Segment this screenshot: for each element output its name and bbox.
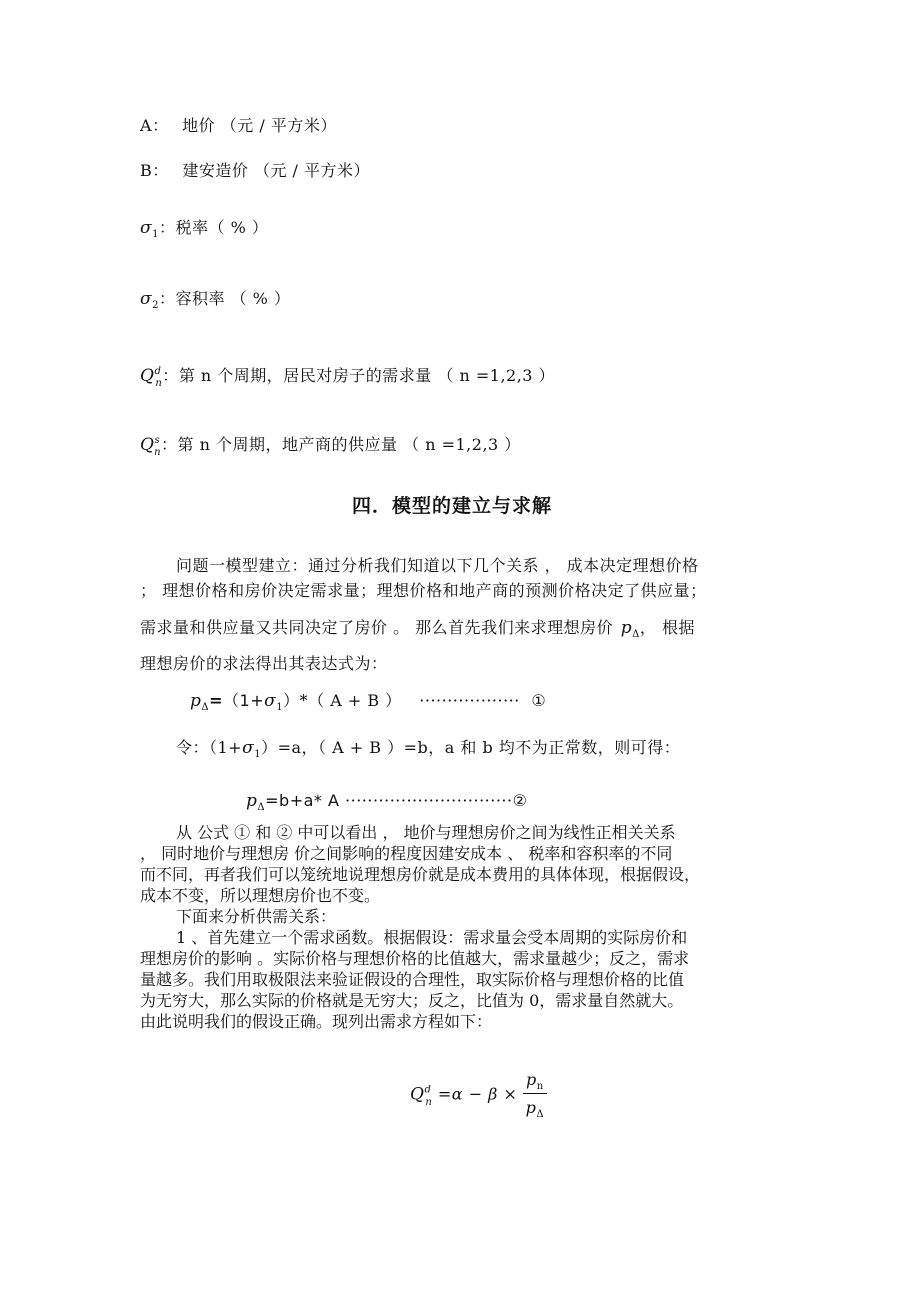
equation-number-1: ① xyxy=(531,691,547,710)
var-desc: 地价 （元 / 平方米） xyxy=(182,116,337,135)
var-desc: 第 n 个周期，居民对房子的需求量 （ n =1,2,3 ） xyxy=(178,366,556,385)
paragraph-supply-demand-intro: 下面来分析供需关系： xyxy=(176,907,337,926)
var-desc: 税率（ % ） xyxy=(175,218,269,237)
formula-1: $p_\Delta=(1+\sigma_1)*$（ A + B ） ·················· ① xyxy=(190,691,547,713)
var-subscript: 2 xyxy=(152,300,159,311)
variable-def-a: A： 地价 （元 / 平方米） xyxy=(140,116,337,135)
intro-line-4: 理想房价的求法得出其表达式为： xyxy=(140,654,388,673)
var-symbol: Q xyxy=(140,435,155,455)
var-subscript: 1 xyxy=(152,229,159,240)
intro-line-1: 问题一模型建立：通过分析我们知道以下几个关系 ， 成本决定理想价格 xyxy=(176,556,699,575)
intro-line-3: 需求量和供应量又共同决定了房价 。 那么首先我们来求理想房价 $p_\Delta$， 根据 xyxy=(140,618,695,640)
equation-number-2: ② xyxy=(512,791,528,810)
var-subscript: n xyxy=(155,378,163,389)
fraction: $\frac{p_n}{p_\Delta}$ xyxy=(523,1070,547,1120)
var-superscript: d xyxy=(154,366,162,377)
variable-def-sigma2: $\sigma_2$：容积率 （ % ） xyxy=(140,289,291,311)
var-symbol: σ xyxy=(140,218,153,238)
let-line: 令：$(1+\sigma_1)=a$，（ A + B ）=b，a 和 b 均不为正常数，则可得： xyxy=(176,738,681,760)
variable-def-qs: $Q^s_n$：第 n 个周期，地产商的供应量 （ n =1,2,3 ） xyxy=(140,435,521,458)
var-superscript: s xyxy=(154,435,161,446)
section-heading: 四．模型的建立与求解 xyxy=(352,495,553,517)
p-delta-symbol: p xyxy=(620,618,633,638)
demand-equation: $Q^d_n =\alpha - \beta$ × $\frac{p_n}{p_\Delta}$ xyxy=(410,1070,547,1120)
var-symbol: B xyxy=(140,161,153,180)
var-desc: 第 n 个周期，地产商的供应量 （ n =1,2,3 ） xyxy=(177,435,521,454)
intro-line-2: ； 理想价格和房价决定需求量；理想价格和地产商的预测价格决定了供应量； xyxy=(140,581,707,600)
paragraph-analysis: 从 公式 ① 和 ② 中可以看出 ， 地价与理想房价之间为线性正相关关系 ， 同时地价与理想房 价之间影响的程度因建安成本 、 税率和容积率的不同 而不同，再者我们可以笼统地说理想房价就是成本费用的具体体现，根据假设， 成本不变，所以理想房价也不变。 下面来分析供需关系： 1 、首先建立一个需求函数。根据假设：需求量会受本周期的实际房价和 理想房价的影响 。实际价格与理想价格的比值越大，需求量越少；反之，需求 量越多。我们用取极限法来验证假设的合理性，取实际价格与理想价格的比值 为无穷大，那么实际的价格就是无穷大；反之，比值为 0，需求量自然就大。 由此说明我们的假设正确。现列出需求方程如下： xyxy=(140,822,782,1032)
var-desc: 容积率 （ % ） xyxy=(175,289,291,308)
variable-def-b: B： 建安造价 （元 / 平方米） xyxy=(140,161,371,180)
var-desc: 建安造价 （元 / 平方米） xyxy=(182,161,371,180)
var-symbol: Q xyxy=(140,366,155,386)
var-subscript: n xyxy=(154,447,162,458)
variable-def-sigma1: $\sigma_1$：税率（ % ） xyxy=(140,218,269,240)
variable-def-qd: $Q^d_n$：第 n 个周期，居民对房子的需求量 （ n =1,2,3 ） xyxy=(140,366,556,389)
formula-2: $p_\Delta=b+a*$ A ······························② xyxy=(246,791,528,813)
var-symbol: σ xyxy=(140,289,153,309)
var-symbol: A xyxy=(140,116,153,135)
